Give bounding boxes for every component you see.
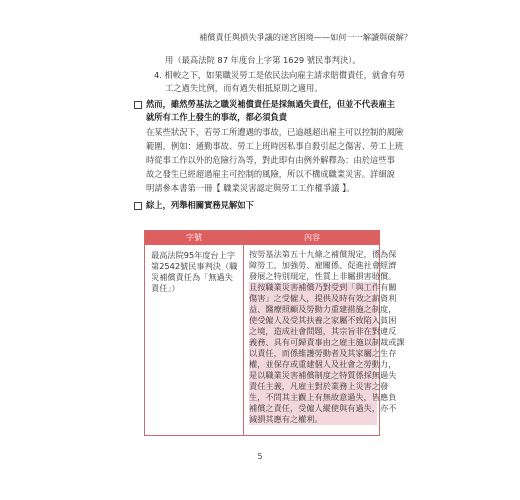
content-line-highlighted: 生，不問其主觀上有無故意過失，皆應負 bbox=[249, 392, 397, 402]
body-line: 範圍，例如：通勤事故、勞工上班時因私事自殺引起之傷害、勞工上班 bbox=[146, 141, 404, 151]
content-line-highlighted: 以責任，而係維護勞動者及其家屬之生存 bbox=[249, 348, 397, 358]
page-number: 5 bbox=[257, 452, 263, 461]
paragraph-line: 工之過失比例，而有過失相抵原則之適用。 bbox=[165, 83, 323, 93]
table-header-content: 內容 bbox=[243, 231, 380, 245]
content-line: 障勞工，加強勞、雇關係、促進社會經濟 bbox=[249, 260, 397, 270]
body-line: 明請參本書第一冊【 職業災害認定與勞工工作權爭議 】。 bbox=[146, 183, 355, 193]
content-line-highlighted: 傷害」之受僱人，提供及時有效之薪資利 bbox=[249, 293, 397, 303]
content-line-highlighted: 益、醫療照顧及勞動力重建措施之制度， bbox=[249, 304, 397, 314]
content-line-highlighted: 且按職業災害補償乃對受到「與工作有關 bbox=[249, 282, 397, 292]
case-table bbox=[144, 230, 405, 436]
section-title: 綜上，列舉相關實務見解如下 bbox=[146, 200, 254, 210]
content-line-highlighted: 權，並保存或重建個人及社會之勞動力， bbox=[249, 359, 397, 369]
content-line-highlighted: 責任主義，凡雇主對於業務上災害之發 bbox=[249, 381, 389, 391]
content-line-highlighted: 是以職業災害補償制度之特質係採無過失 bbox=[249, 370, 397, 380]
content-line: 發展之特別規定，性質上非屬損害賠償。 bbox=[249, 271, 397, 281]
section-bullet-icon bbox=[134, 101, 142, 109]
content-line: 按勞基法第五十九條之補償規定，係為保 bbox=[249, 249, 397, 259]
table-divider bbox=[243, 231, 244, 435]
section-title-line: 然而，雖然勞基法之職災補償責任是採無過失責任，但並不代表雇主 bbox=[146, 99, 395, 109]
body-line: 時從事工作以外的危險行為等，對此即有由例外解釋為：由於這些事 bbox=[146, 155, 395, 165]
content-line-highlighted: 減損其應有之權利。 bbox=[249, 414, 377, 425]
section-title-line: 就所有工作上發生的事故，都必須負責 bbox=[146, 112, 288, 122]
paragraph-line: 4. 相較之下，如果職災勞工是依民法向雇主請求賠償責任，就會有勞 bbox=[154, 70, 406, 80]
content-line-highlighted: 之境，造成社會問題，其宗旨非在對違反 bbox=[249, 326, 397, 336]
table-header-case-number: 字號 bbox=[145, 231, 243, 245]
section-bullet-icon bbox=[134, 202, 142, 210]
content-line-highlighted: 義務、具有可歸責事由之雇主施以制裁或課 bbox=[249, 337, 405, 347]
paragraph-line: 用（最高法院 87 年度台上字第 1629 號民事判決）。 bbox=[165, 55, 361, 65]
body-line: 在某些狀況下，若勞工所遭遇的事故，已逾越超出雇主可以控制的風險 bbox=[146, 127, 404, 137]
running-header: 補償責任與損失爭議的迷宮困境——如何一一解讀與破解？ bbox=[199, 32, 412, 42]
body-line: 故之發生已經超過雇主可控制的風險，所以不構成職業災害。詳細說 bbox=[146, 169, 395, 179]
case-number-cell: 最高法院95年度台上字第2542號民事判決（職災補償責任為「無過失責任」） bbox=[151, 250, 238, 293]
content-line-highlighted: 使受僱人及受其扶養之家屬不致陷入貧困 bbox=[249, 315, 397, 325]
content-line-highlighted: 補償之責任，受僱人縱使與有過失，亦不 bbox=[249, 403, 397, 413]
